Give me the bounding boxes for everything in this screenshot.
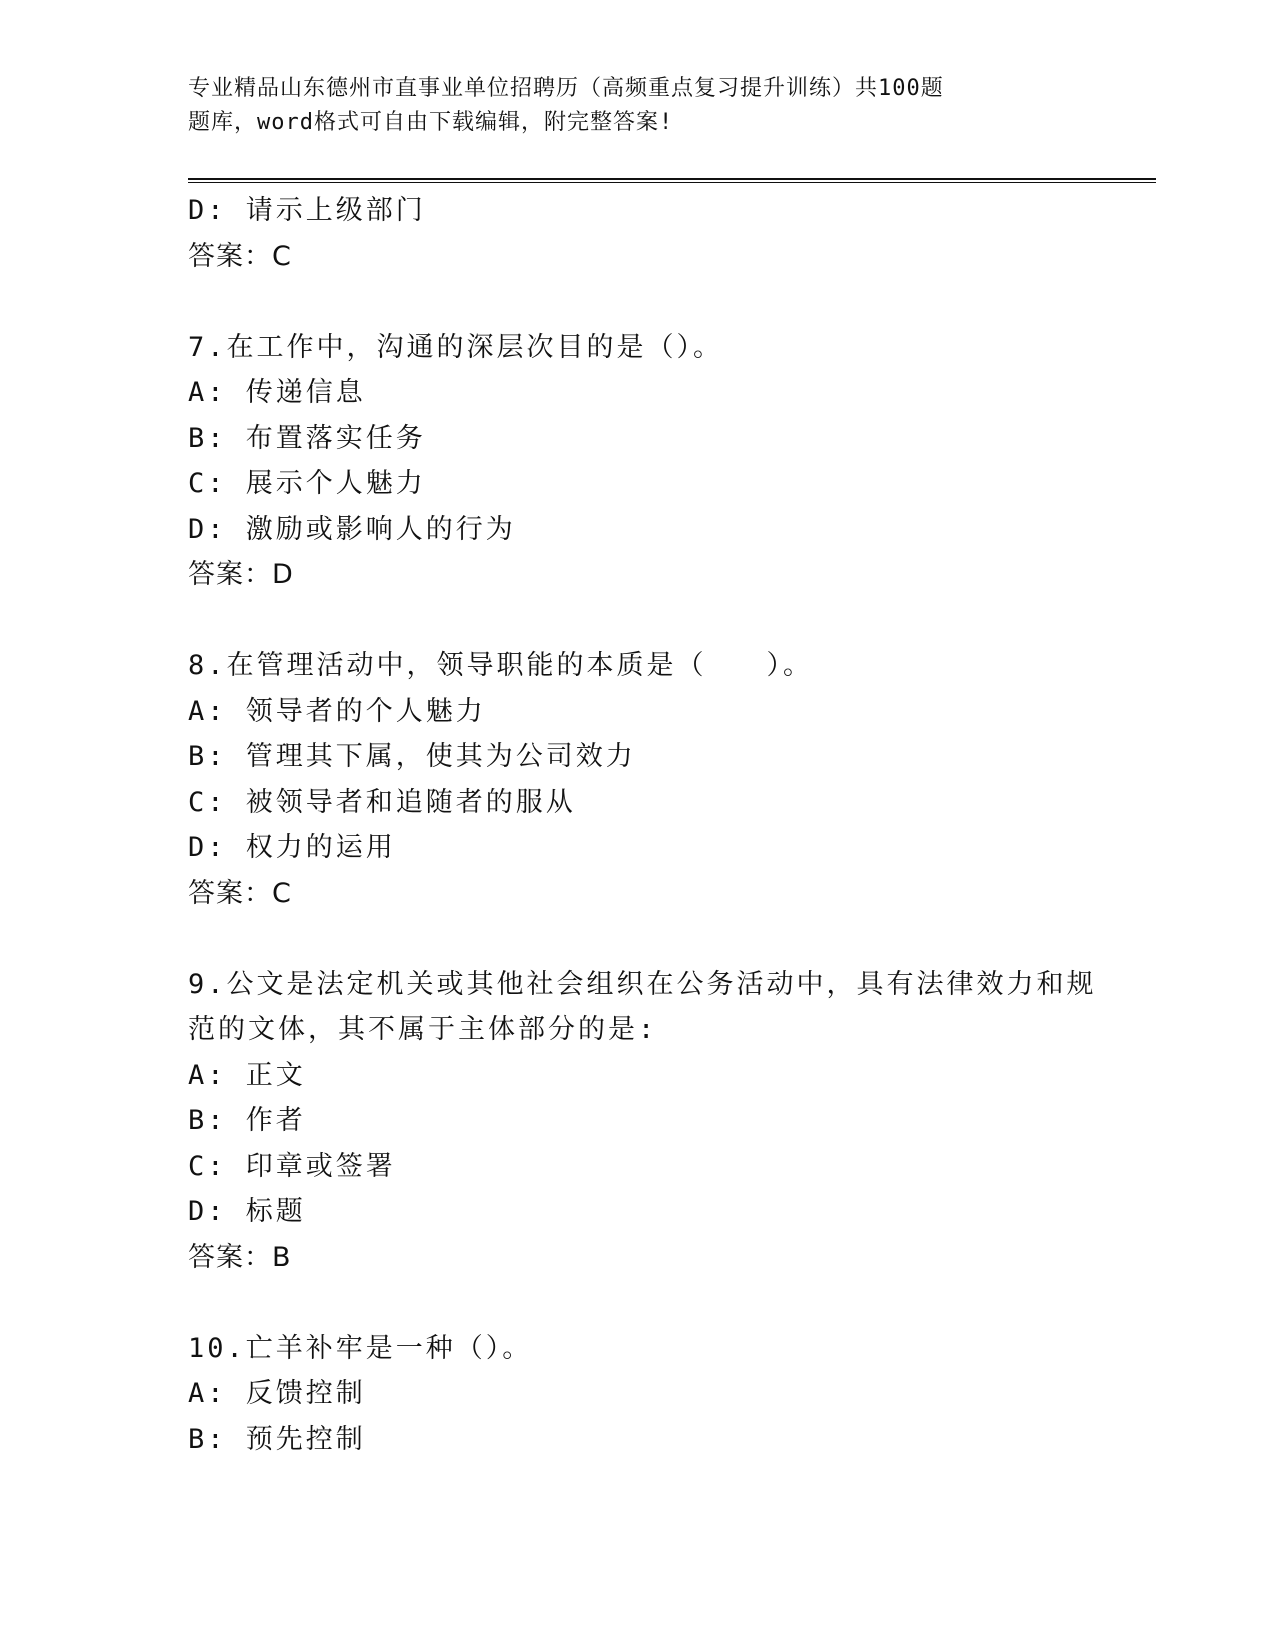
q6-answer: 答案：C xyxy=(188,240,292,272)
q7-option-b: B: 布置落实任务 xyxy=(188,422,426,454)
q8-option-a: A: 领导者的个人魅力 xyxy=(188,695,486,727)
q7-option-d: D: 激励或影响人的行为 xyxy=(188,513,516,545)
q8-option-c: C: 被领导者和追随者的服从 xyxy=(188,786,576,818)
q9-option-c: C: 印章或签署 xyxy=(188,1150,396,1182)
q9-option-d: D: 标题 xyxy=(188,1196,306,1227)
question-list xyxy=(188,188,1097,1462)
q8-question: 8.在管理活动中，领导职能的本质是（ ）。 xyxy=(188,650,814,681)
q6-option-d: D: 请示上级部门 xyxy=(188,195,426,226)
q9-answer: 答案：B xyxy=(188,1241,292,1273)
q9-question-line-2: 范的文体，其不属于主体部分的是: xyxy=(188,1014,658,1045)
q7-answer: 答案：D xyxy=(188,559,294,590)
q7-question: 7.在工作中，沟通的深层次目的是（）。 xyxy=(188,331,724,363)
q7-option-a: A: 传递信息 xyxy=(188,377,366,408)
header-title-line-2: 题库，word格式可自由下载编辑，附完整答案! xyxy=(188,110,674,135)
spacer xyxy=(188,916,1088,962)
q8-option-b: B: 管理其下属，使其为公司效力 xyxy=(188,741,636,772)
spacer xyxy=(188,1280,1088,1326)
q10-option-b: B: 预先控制 xyxy=(188,1423,366,1455)
q9-option-b: B: 作者 xyxy=(188,1105,306,1136)
q8-answer: 答案：C xyxy=(188,877,292,909)
q7-option-c: C: 展示个人魅力 xyxy=(188,468,426,499)
spacer xyxy=(188,279,1088,325)
q9-option-a: A: 正文 xyxy=(188,1059,306,1091)
q9-question-line-1: 9.公文是法定机关或其他社会组织在公务活动中，具有法律效力和规 xyxy=(188,968,1097,1000)
q8-option-d: D: 权力的运用 xyxy=(188,832,396,863)
q10-question: 10.亡羊补牢是一种（）。 xyxy=(188,1332,533,1364)
q10-option-a: A: 反馈控制 xyxy=(188,1378,366,1409)
spacer xyxy=(188,598,1088,644)
header-divider xyxy=(188,178,1156,183)
document-header xyxy=(188,72,1028,140)
header-title-line-1: 专业精品山东德州市直事业单位招聘历（高频重点复习提升训练）共100题 xyxy=(188,76,944,101)
